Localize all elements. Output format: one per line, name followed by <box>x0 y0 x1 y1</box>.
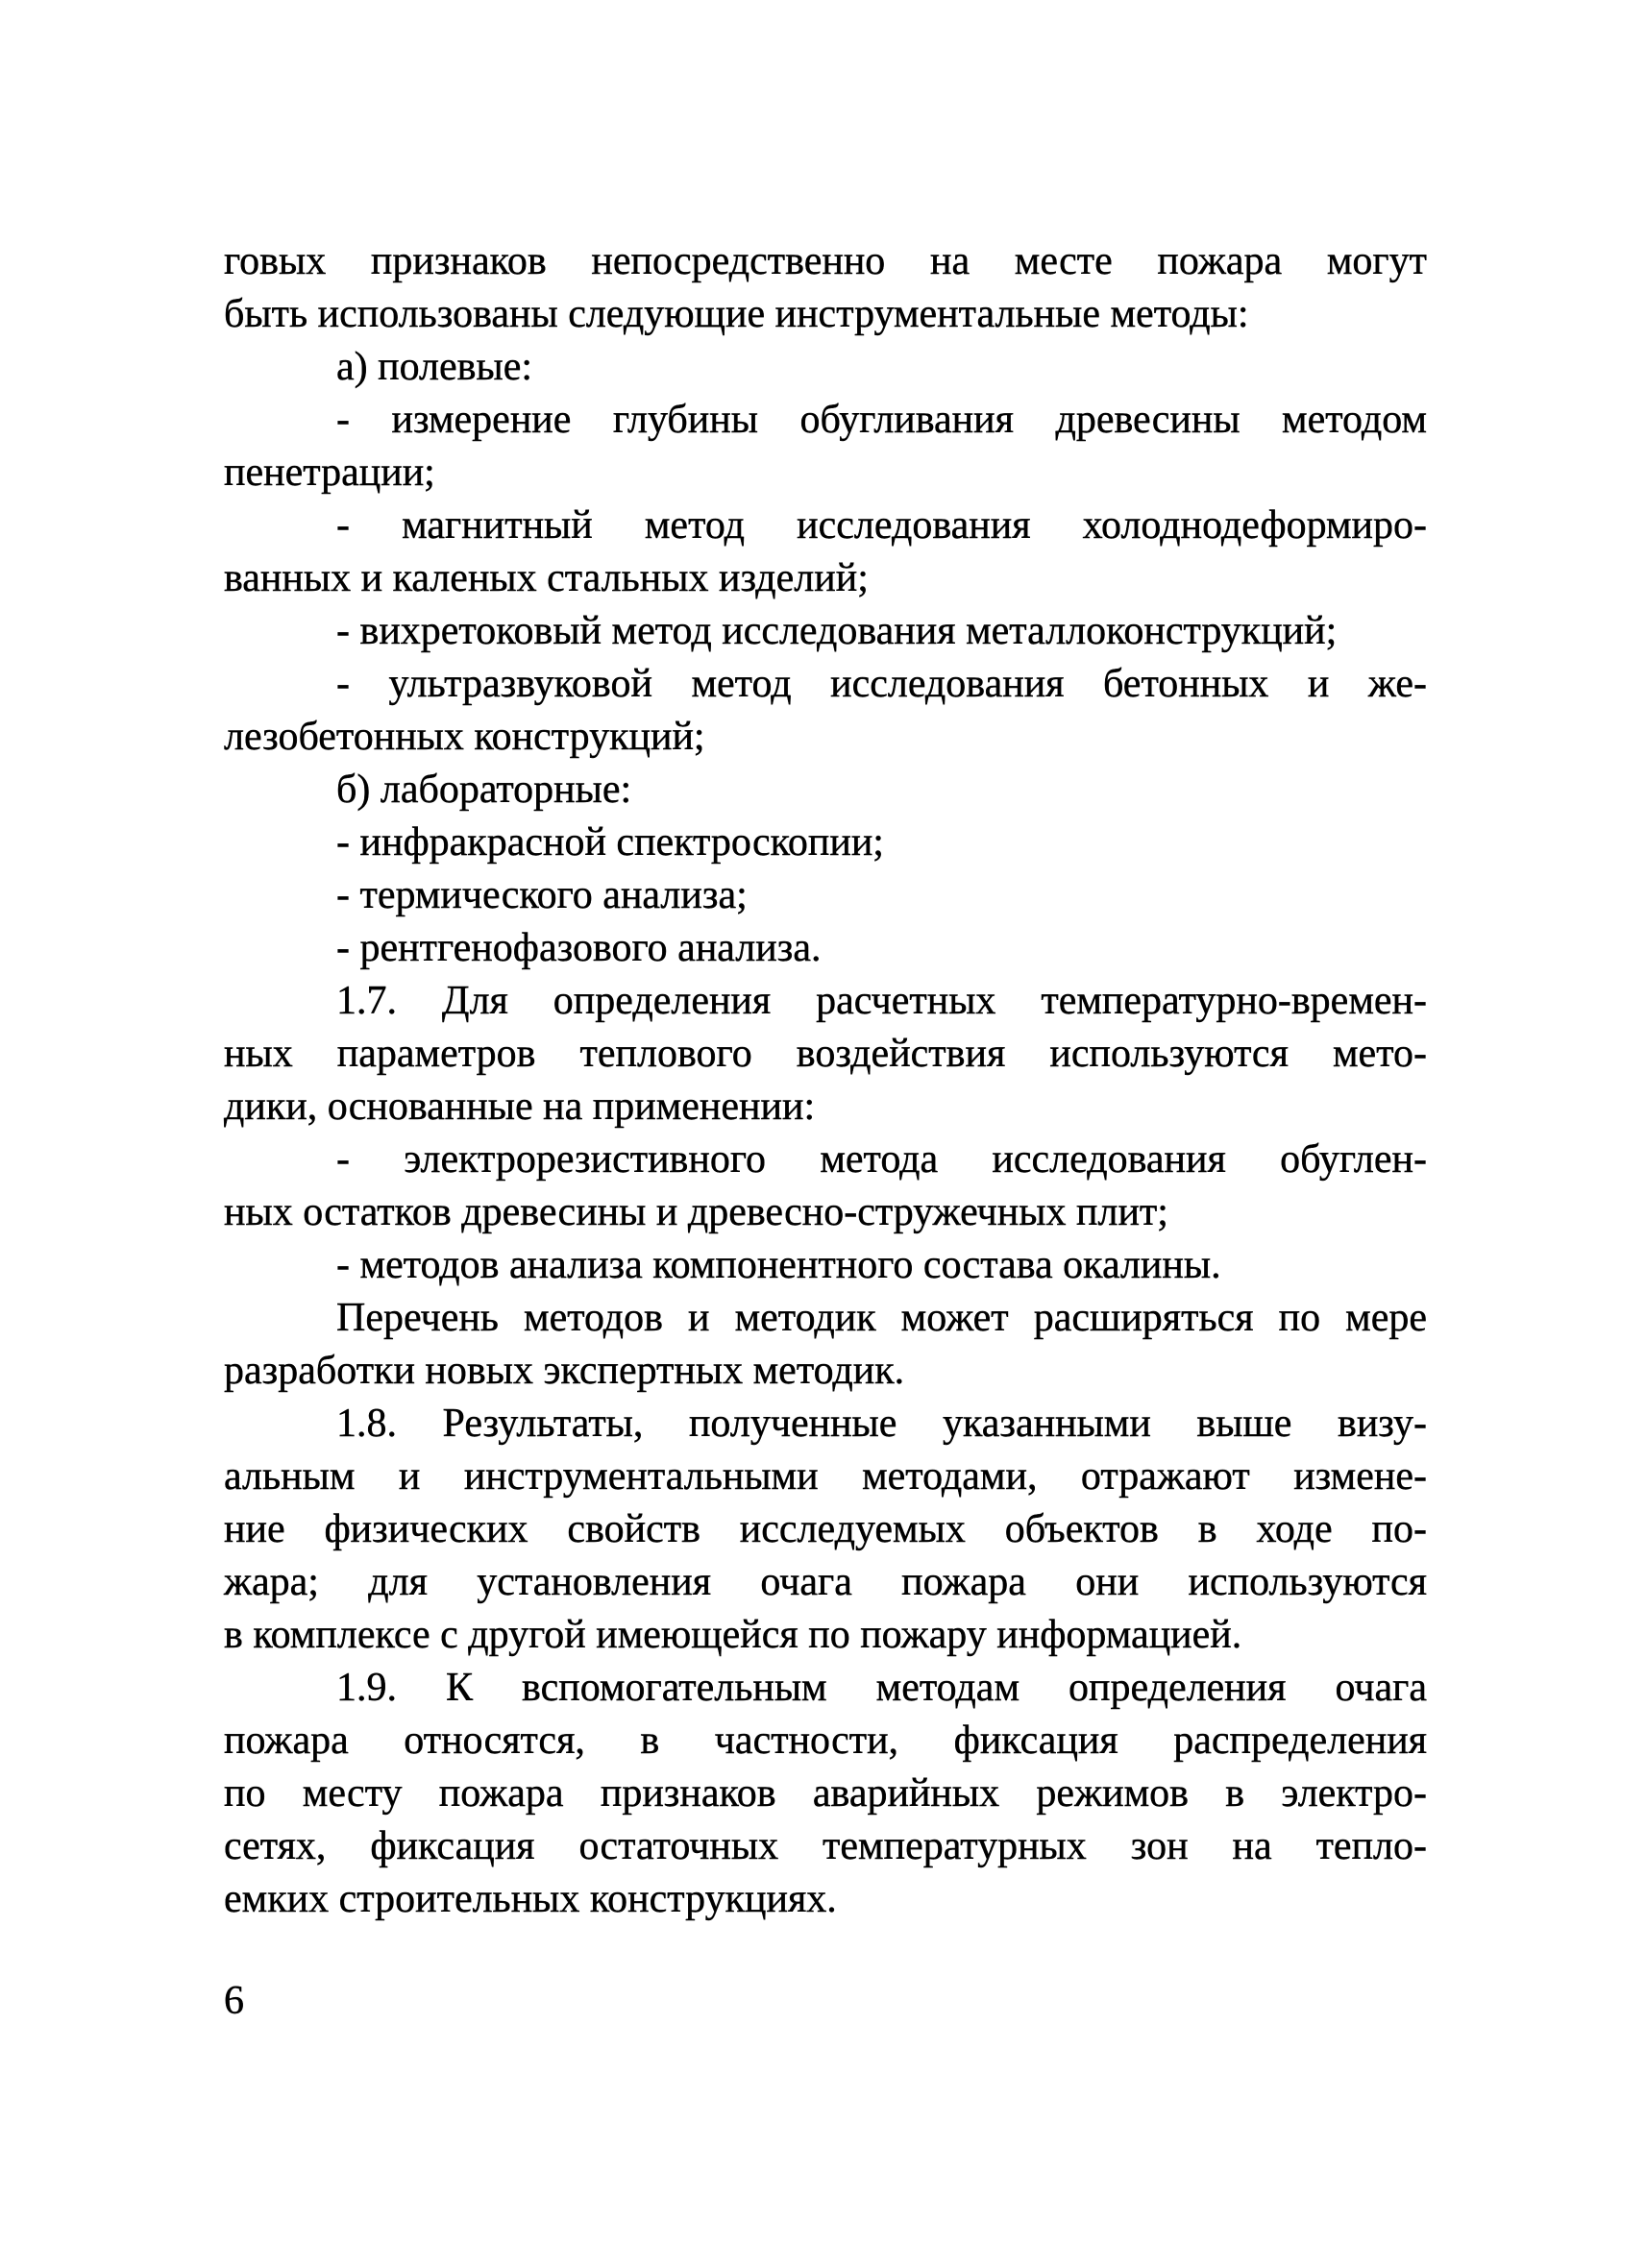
text-line: ных параметров теплового воздействия используются мето- <box>224 1032 1427 1076</box>
text-line: - измерение глубины обугливания древесины методом <box>336 398 1427 442</box>
body-text <box>224 235 1427 1926</box>
text-line: 1.8. Результаты, полученные указанными выше визу- <box>336 1402 1427 1446</box>
text-line: жара; для установления очага пожара они используются <box>224 1560 1427 1604</box>
text-line: - рентгенофазового анализа. <box>336 926 822 970</box>
text-line: ных остатков древесины и древесно-стружечных плит; <box>224 1190 1168 1234</box>
text-line: в комплексе с другой имеющейся по пожару информацией. <box>224 1613 1242 1657</box>
text-line: - инфракрасной спектроскопии; <box>336 820 884 865</box>
text-line: - термического анализа; <box>336 873 748 917</box>
text-line: - электрорезистивного метода исследования обуглен- <box>336 1137 1427 1182</box>
page-number: 6 <box>224 1979 244 2023</box>
text-line: б) лабораторные: <box>336 768 632 812</box>
text-line: ванных и каленых стальных изделий; <box>224 556 869 600</box>
text-line: говых признаков непосредственно на месте пожара могут <box>224 239 1427 283</box>
text-line: - ультразвуковой метод исследования бетонных и же- <box>336 662 1427 706</box>
text-line: пожара относятся, в частности, фиксация распределения <box>224 1719 1427 1763</box>
text-line: разработки новых экспертных методик. <box>224 1349 905 1393</box>
text-line: сетях, фиксация остаточных температурных зон на тепло- <box>224 1824 1427 1868</box>
text-line: 1.9. К вспомогательным методам определения очага <box>336 1666 1427 1710</box>
text-line: а) полевые: <box>336 345 533 389</box>
text-line: ние физических свойств исследуемых объектов в ходе по- <box>224 1507 1427 1551</box>
text-line: емких строительных конструкциях. <box>224 1877 837 1921</box>
text-line: лезобетонных конструкций; <box>224 715 705 759</box>
text-line: 1.7. Для определения расчетных температурно-времен- <box>336 979 1427 1023</box>
text-line: - вихретоковый метод исследования металлоконструкций; <box>336 609 1338 653</box>
text-line: быть использованы следующие инструментальные методы: <box>224 292 1249 336</box>
text-line: - магнитный метод исследования холоднодеформиро- <box>336 503 1427 548</box>
text-line: пенетрации; <box>224 451 435 495</box>
text-line: Перечень методов и методик может расширяться по мере <box>336 1296 1427 1340</box>
text-line: по месту пожара признаков аварийных режимов в электро- <box>224 1771 1427 1816</box>
text-line: дики, основанные на применении: <box>224 1085 816 1129</box>
text-line: - методов анализа компонентного состава окалины. <box>336 1243 1221 1287</box>
text-line: альным и инструментальными методами, отражают измене- <box>224 1454 1427 1499</box>
